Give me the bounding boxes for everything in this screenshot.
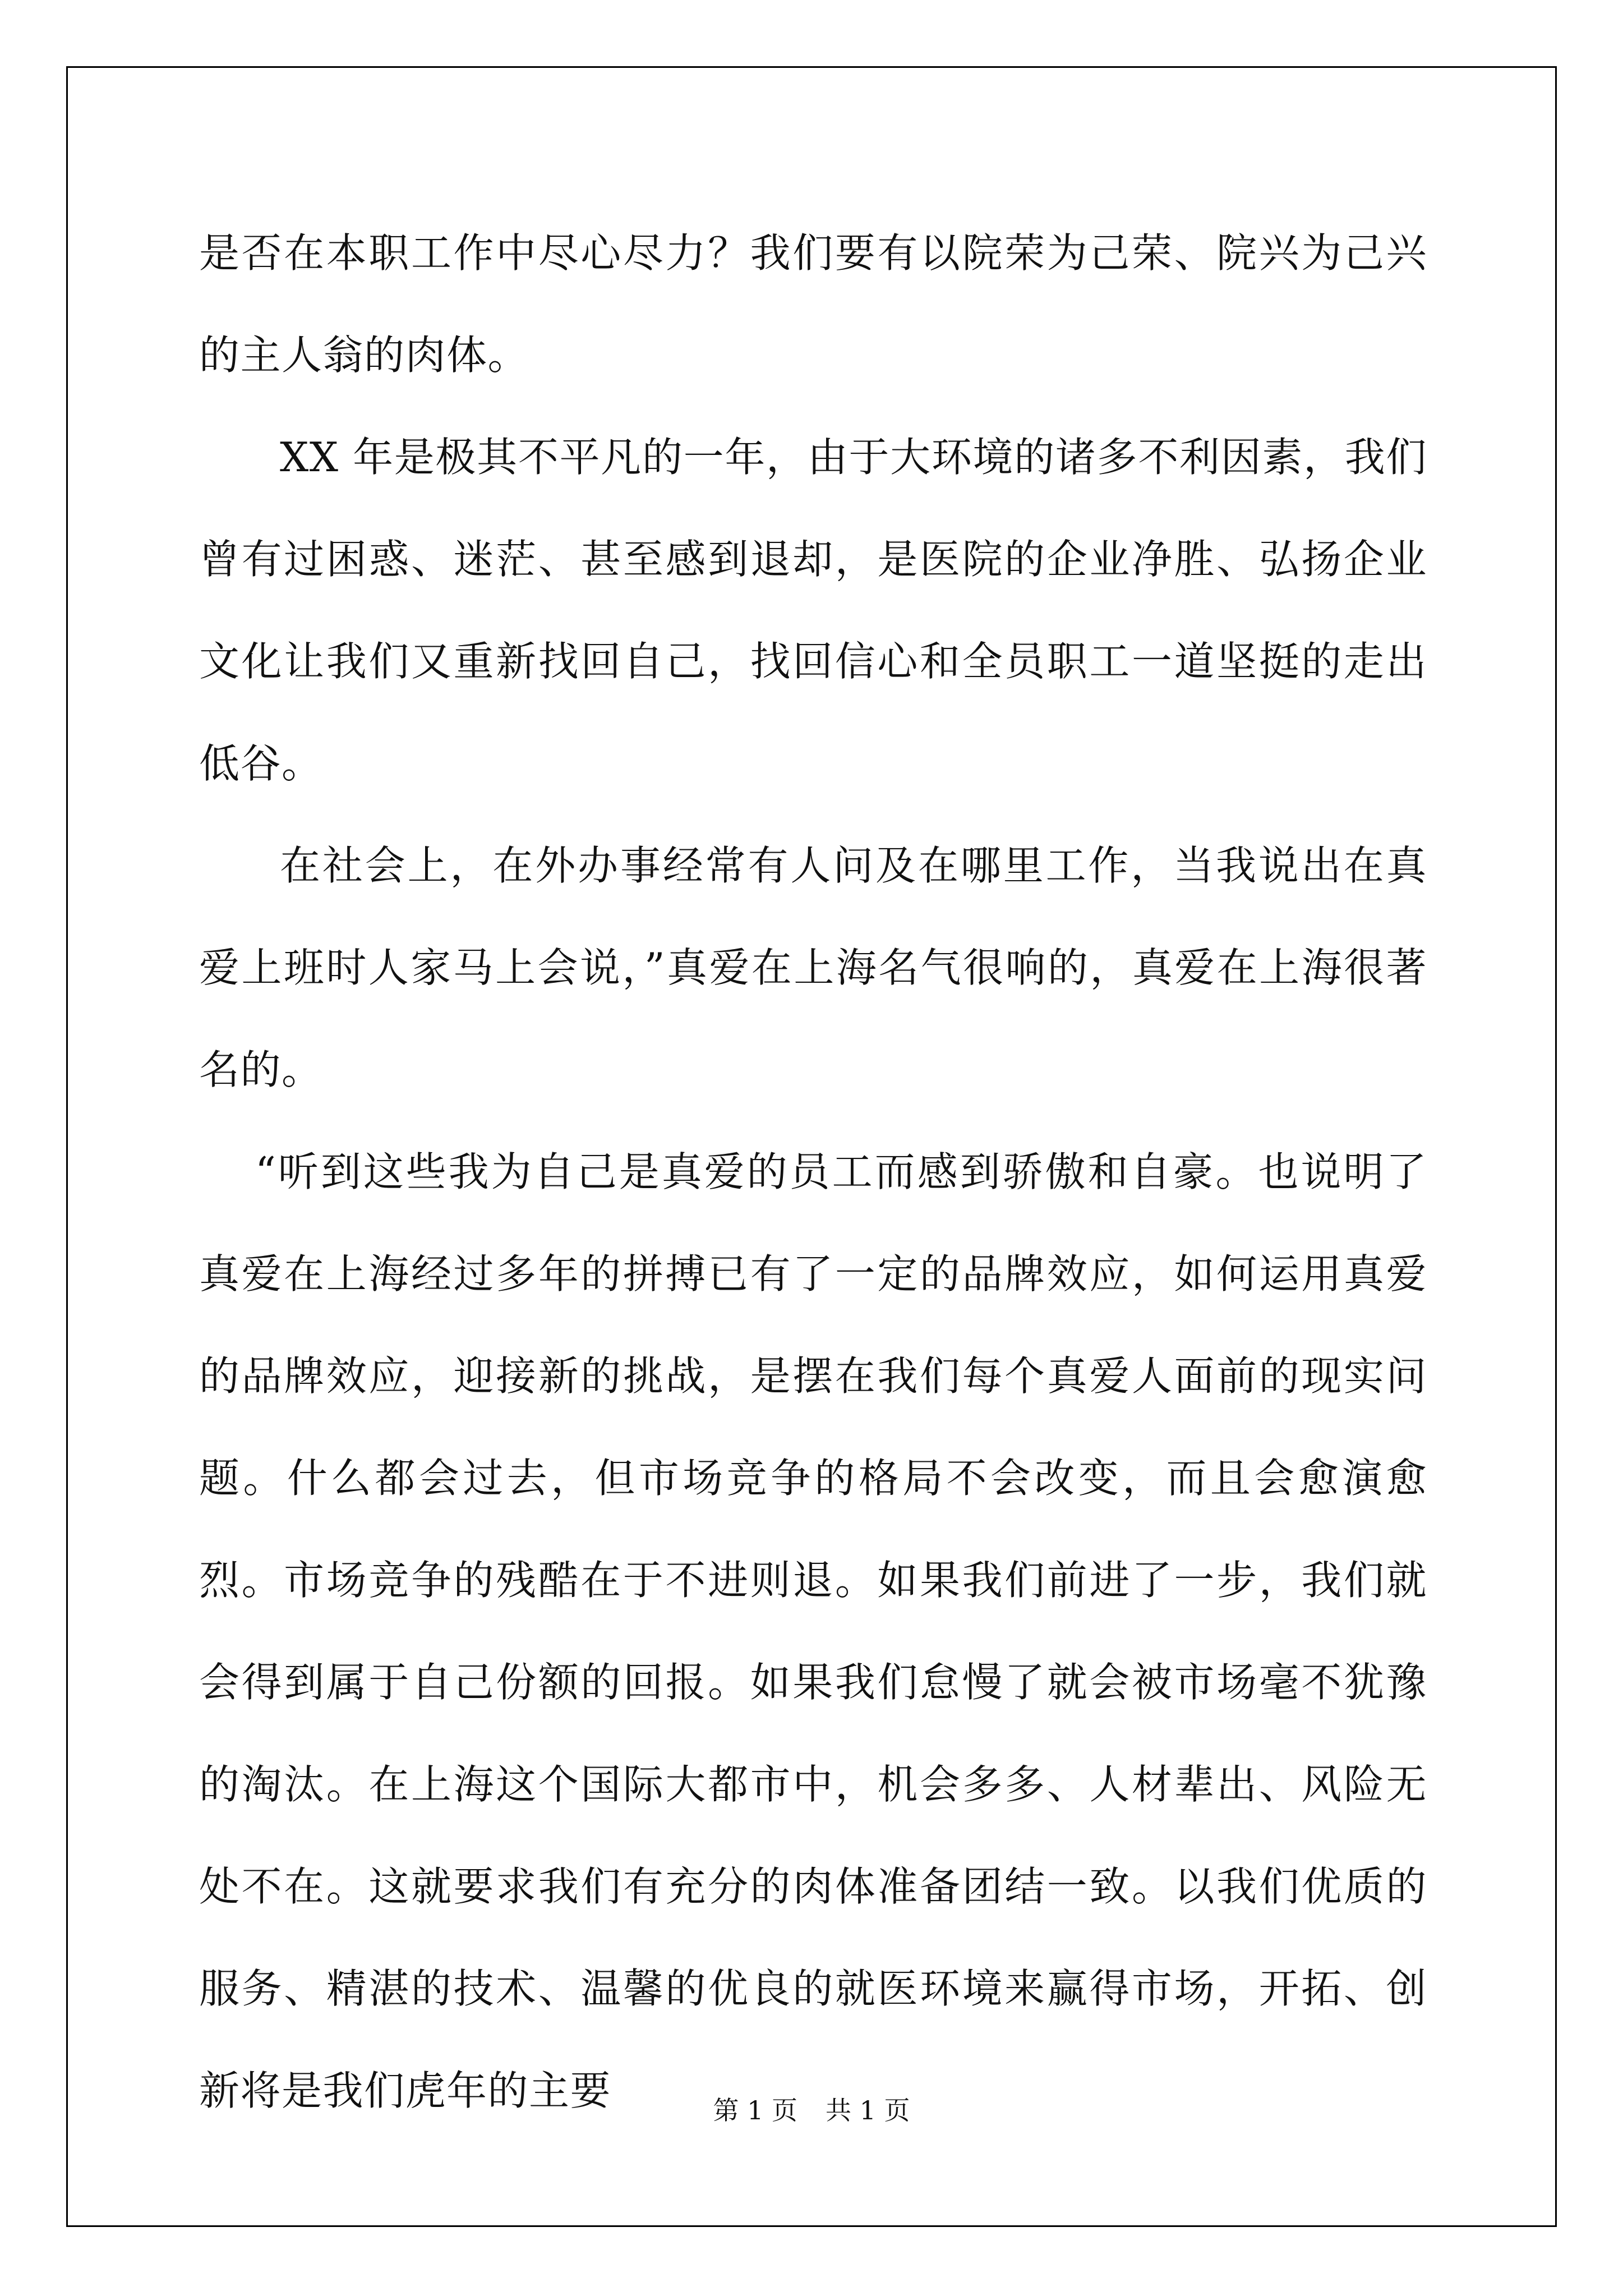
paragraph-4: “听到这些我为自己是真爱的员工而感到骄傲和自豪。也说明了真爱在上海经过多年的拼搏已有了一定的品牌效应，如何运用真爱的品牌效应，迎接新的挑战，是摆在我们每个真爱人面前的现实问题。什么都会过去，但市场竞争的格局不会改变，而且会愈演愈烈。市场竞争的残酷在于不进则退。如果我们前进了一步，我们就会得到属于自己份额的回报。如果我们怠慢了就会被市场毫不犹豫的淘汰。在上海这个国际大都市中，机会多多、人材辈出、风险无处不在。这就要求我们有充分的肉体准备团结一致。以我们优质的服务、精湛的技术、温馨的优良的就医环境来赢得市场，开拓、创新将是我们虎年的主要	[199, 1148, 1427, 2114]
page-number: 第 1 页	[713, 2095, 797, 2125]
page-footer	[0, 2090, 1623, 2127]
paragraph-2: XX 年是极其不平凡的一年，由于大环境的诸多不利因素，我们曾有过困惑、迷茫、甚至感到退却，是医院的企业净胜、弘扬企业文化让我们又重新找回自己，找回信心和全员职工一道坚挺的走出低谷。	[199, 434, 1427, 787]
document-body	[199, 202, 1427, 2142]
paragraph-1: 是否在本职工作中尽心尽力？我们要有以院荣为己荣、院兴为己兴的主人翁的肉体。	[199, 229, 1427, 379]
page-total: 共 1 页	[826, 2095, 910, 2125]
paragraph-3: 在社会上，在外办事经常有人问及在哪里工作，当我说出在真爱上班时人家马上会说，”真爱在上海名气很响的，真爱在上海很著名的。	[199, 842, 1427, 1093]
